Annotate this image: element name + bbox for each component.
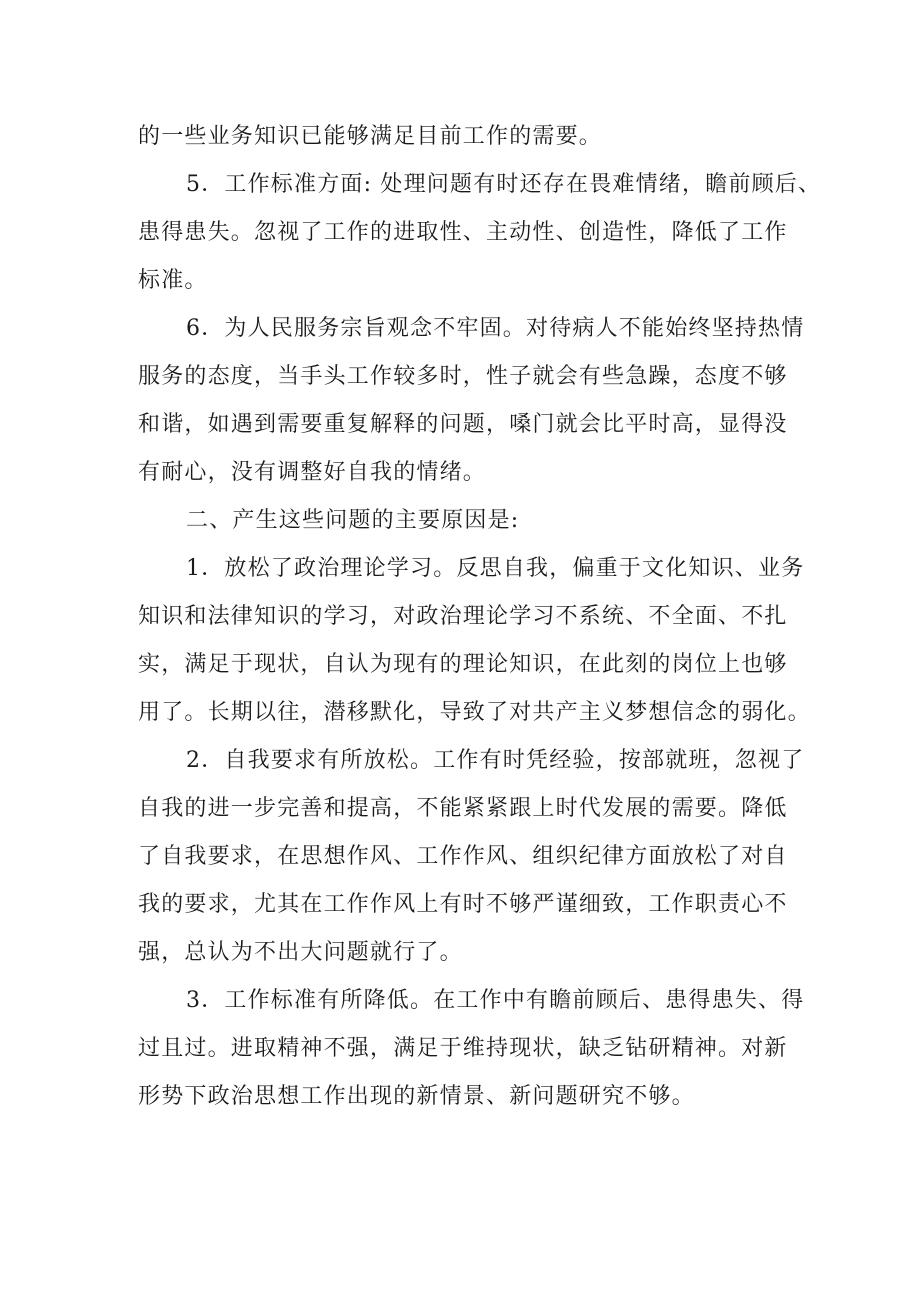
text-line: 形势下政治思想工作出现的新情景、新问题研究不够。 <box>138 1084 695 1109</box>
text-line: 3．工作标准有所降低。在工作中有瞻前顾后、患得患失、得 <box>186 988 805 1013</box>
section-heading: 二、产生这些问题的主要原因是: <box>186 508 520 533</box>
text-line: 过且过。进取精神不强，满足于维持现状，缺乏钻研精神。对新 <box>138 1036 788 1061</box>
text-line: 标准。 <box>138 268 208 293</box>
text-line: 服务的态度，当手头工作较多时，性子就会有些急躁，态度不够 <box>138 364 788 389</box>
text-line: 1．放松了政治理论学习。反思自我，偏重于文化知识、业务 <box>186 556 805 581</box>
text-line: 的一些业务知识已能够满足目前工作的需要。 <box>138 124 603 149</box>
text-line: 用了。长期以往，潜移默化，导致了对共产主义梦想信念的弱化。 <box>138 700 811 725</box>
text-line: 了自我要求，在思想作风、工作作风、组织纪律方面放松了对自 <box>138 844 788 869</box>
text-line: 患得患失。忽视了工作的进取性、主动性、创造性，降低了工作 <box>138 220 788 245</box>
text-line: 我的要求，尤其在工作作风上有时不够严谨细致，工作职责心不 <box>138 892 788 917</box>
text-line: 强，总认为不出大问题就行了。 <box>138 940 463 965</box>
text-line: 实，满足于现状，自认为现有的理论知识，在此刻的岗位上也够 <box>138 652 788 677</box>
text-line: 自我的进一步完善和提高，不能紧紧跟上时代发展的需要。降低 <box>138 796 788 821</box>
text-line: 有耐心，没有调整好自我的情绪。 <box>138 460 487 485</box>
text-line: 6．为人民服务宗旨观念不牢固。对待病人不能始终坚持热情 <box>186 316 805 341</box>
text-line: 5．工作标准方面: 处理问题有时还存在畏难情绪，瞻前顾后、 <box>186 172 822 197</box>
text-line: 2．自我要求有所放松。工作有时凭经验，按部就班，忽视了 <box>186 748 805 773</box>
text-line: 知识和法律知识的学习，对政治理论学习不系统、不全面、不扎 <box>138 604 788 629</box>
text-line: 和谐，如遇到需要重复解释的问题，嗓门就会比平时高，显得没 <box>138 412 788 437</box>
